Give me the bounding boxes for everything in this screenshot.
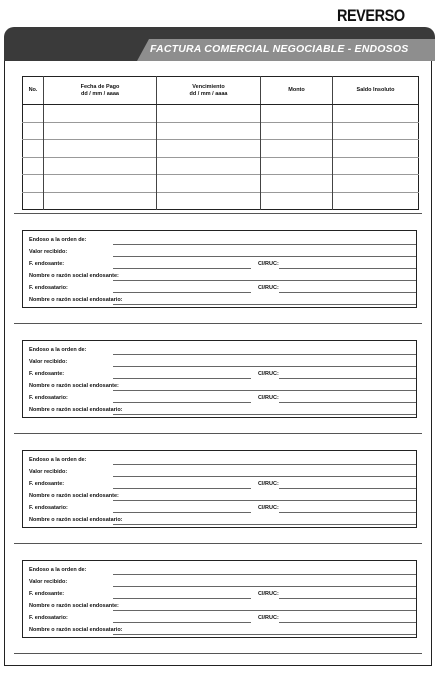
endorser-signature-field[interactable] — [113, 268, 251, 269]
table-cell[interactable] — [261, 122, 333, 140]
table-cell[interactable] — [333, 157, 419, 175]
endorsement-box-3 — [22, 450, 417, 528]
ci-ruc-label: CI/RUC: — [258, 285, 279, 291]
section-divider — [14, 213, 422, 214]
ci-ruc-label: CI/RUC: — [258, 371, 279, 377]
table-cell[interactable] — [333, 175, 419, 193]
section-divider — [14, 653, 422, 654]
ci-ruc-label: CI/RUC: — [258, 505, 279, 511]
col-header-due-date: Vencimiento dd / mm / aaaa — [157, 77, 261, 105]
table-cell[interactable] — [23, 122, 44, 140]
table-cell[interactable] — [23, 157, 44, 175]
value-received-field[interactable] — [113, 256, 416, 257]
table-cell[interactable] — [261, 140, 333, 158]
table-cell[interactable] — [23, 105, 44, 123]
value-received-field[interactable] — [113, 586, 416, 587]
table-cell[interactable] — [44, 192, 157, 210]
col-header-payment-date: Fecha de Pago dd / mm / aaaa — [44, 77, 157, 105]
value-received-label: Valor recibido: — [29, 359, 68, 365]
endorser-name-label: Nombre o razón social endosante: — [29, 273, 119, 279]
table-cell[interactable] — [157, 175, 261, 193]
endorsee-signature-label: F. endosatario: — [29, 285, 68, 291]
table-cell[interactable] — [157, 105, 261, 123]
table-cell[interactable] — [261, 175, 333, 193]
form-title: FACTURA COMERCIAL NEGOCIABLE - ENDOSOS — [150, 43, 409, 55]
endorsee-signature-field[interactable] — [113, 292, 251, 293]
endorsee-ci-ruc-field[interactable] — [279, 512, 416, 513]
table-row — [23, 175, 419, 193]
table-row — [23, 192, 419, 210]
endorser-signature-label: F. endosante: — [29, 261, 65, 267]
table-cell[interactable] — [333, 140, 419, 158]
endorsee-name-label: Nombre o razón social endosatario: — [29, 407, 123, 413]
endorser-name-label: Nombre o razón social endosante: — [29, 493, 119, 499]
table-cell[interactable] — [261, 105, 333, 123]
endorsee-signature-field[interactable] — [113, 622, 251, 623]
endorser-signature-label: F. endosante: — [29, 591, 65, 597]
endorser-signature-field[interactable] — [113, 598, 251, 599]
endorser-signature-field[interactable] — [113, 378, 251, 379]
endorser-signature-field[interactable] — [113, 488, 251, 489]
endorser-signature-label: F. endosante: — [29, 481, 65, 487]
col-header-amount: Monto — [261, 77, 333, 105]
endorser-ci-ruc-field[interactable] — [279, 598, 416, 599]
endorsee-ci-ruc-field[interactable] — [279, 402, 416, 403]
endorsee-name-label: Nombre o razón social endosatario: — [29, 627, 123, 633]
endorse-order-field[interactable] — [113, 354, 416, 355]
section-divider — [14, 433, 422, 434]
table-cell[interactable] — [261, 157, 333, 175]
endorser-name-field[interactable] — [113, 610, 416, 611]
section-divider — [14, 543, 422, 544]
table-cell[interactable] — [157, 192, 261, 210]
endorse-order-label: Endoso a la orden de: — [29, 347, 87, 353]
table-cell[interactable] — [23, 192, 44, 210]
table-cell[interactable] — [157, 140, 261, 158]
value-received-label: Valor recibido: — [29, 579, 68, 585]
ci-ruc-label: CI/RUC: — [258, 395, 279, 401]
table-cell[interactable] — [333, 122, 419, 140]
endorser-name-field[interactable] — [113, 500, 416, 501]
table-cell[interactable] — [44, 157, 157, 175]
endorsee-name-field[interactable] — [113, 634, 416, 635]
col-header-balance: Saldo Insoluto — [333, 77, 419, 105]
endorse-order-field[interactable] — [113, 464, 416, 465]
endorsee-ci-ruc-field[interactable] — [279, 292, 416, 293]
table-cell[interactable] — [333, 105, 419, 123]
endorse-order-label: Endoso a la orden de: — [29, 567, 87, 573]
endorser-name-field[interactable] — [113, 390, 416, 391]
endorsement-box-4 — [22, 560, 417, 638]
endorsee-name-field[interactable] — [113, 304, 416, 305]
table-cell[interactable] — [44, 175, 157, 193]
endorser-ci-ruc-field[interactable] — [279, 488, 416, 489]
ci-ruc-label: CI/RUC: — [258, 261, 279, 267]
value-received-label: Valor recibido: — [29, 469, 68, 475]
side-label: REVERSO — [337, 6, 405, 25]
endorsee-name-field[interactable] — [113, 414, 416, 415]
table-cell[interactable] — [23, 175, 44, 193]
endorse-order-label: Endoso a la orden de: — [29, 457, 87, 463]
endorsee-ci-ruc-field[interactable] — [279, 622, 416, 623]
value-received-field[interactable] — [113, 476, 416, 477]
section-divider — [14, 323, 422, 324]
col-header-number: No. — [23, 77, 44, 105]
table-cell[interactable] — [23, 140, 44, 158]
value-received-field[interactable] — [113, 366, 416, 367]
endorser-name-label: Nombre o razón social endosante: — [29, 603, 119, 609]
table-cell[interactable] — [44, 105, 157, 123]
value-received-label: Valor recibido: — [29, 249, 68, 255]
ci-ruc-label: CI/RUC: — [258, 481, 279, 487]
endorsee-name-label: Nombre o razón social endosatario: — [29, 297, 123, 303]
endorsee-name-field[interactable] — [113, 524, 416, 525]
table-row — [23, 122, 419, 140]
table-row — [23, 105, 419, 123]
endorse-order-label: Endoso a la orden de: — [29, 237, 87, 243]
table-cell[interactable] — [333, 192, 419, 210]
endorser-ci-ruc-field[interactable] — [279, 378, 416, 379]
endorse-order-field[interactable] — [113, 244, 416, 245]
endorsement-box-2 — [22, 340, 417, 418]
endorser-name-field[interactable] — [113, 280, 416, 281]
table-cell[interactable] — [261, 192, 333, 210]
endorsee-signature-label: F. endosatario: — [29, 395, 68, 401]
endorsee-name-label: Nombre o razón social endosatario: — [29, 517, 123, 523]
endorsee-signature-label: F. endosatario: — [29, 615, 68, 621]
endorsee-signature-field[interactable] — [113, 402, 251, 403]
endorser-ci-ruc-field[interactable] — [279, 268, 416, 269]
endorsement-box-1 — [22, 230, 417, 308]
endorser-signature-label: F. endosante: — [29, 371, 65, 377]
ci-ruc-label: CI/RUC: — [258, 615, 279, 621]
table-cell[interactable] — [157, 157, 261, 175]
payments-table — [22, 76, 419, 210]
table-row — [23, 140, 419, 158]
table-cell[interactable] — [157, 122, 261, 140]
table-cell[interactable] — [44, 140, 157, 158]
table-header-row — [23, 77, 419, 105]
ci-ruc-label: CI/RUC: — [258, 591, 279, 597]
table-row — [23, 157, 419, 175]
table-cell[interactable] — [44, 122, 157, 140]
endorse-order-field[interactable] — [113, 574, 416, 575]
endorser-name-label: Nombre o razón social endosante: — [29, 383, 119, 389]
endorsee-signature-field[interactable] — [113, 512, 251, 513]
endorsee-signature-label: F. endosatario: — [29, 505, 68, 511]
